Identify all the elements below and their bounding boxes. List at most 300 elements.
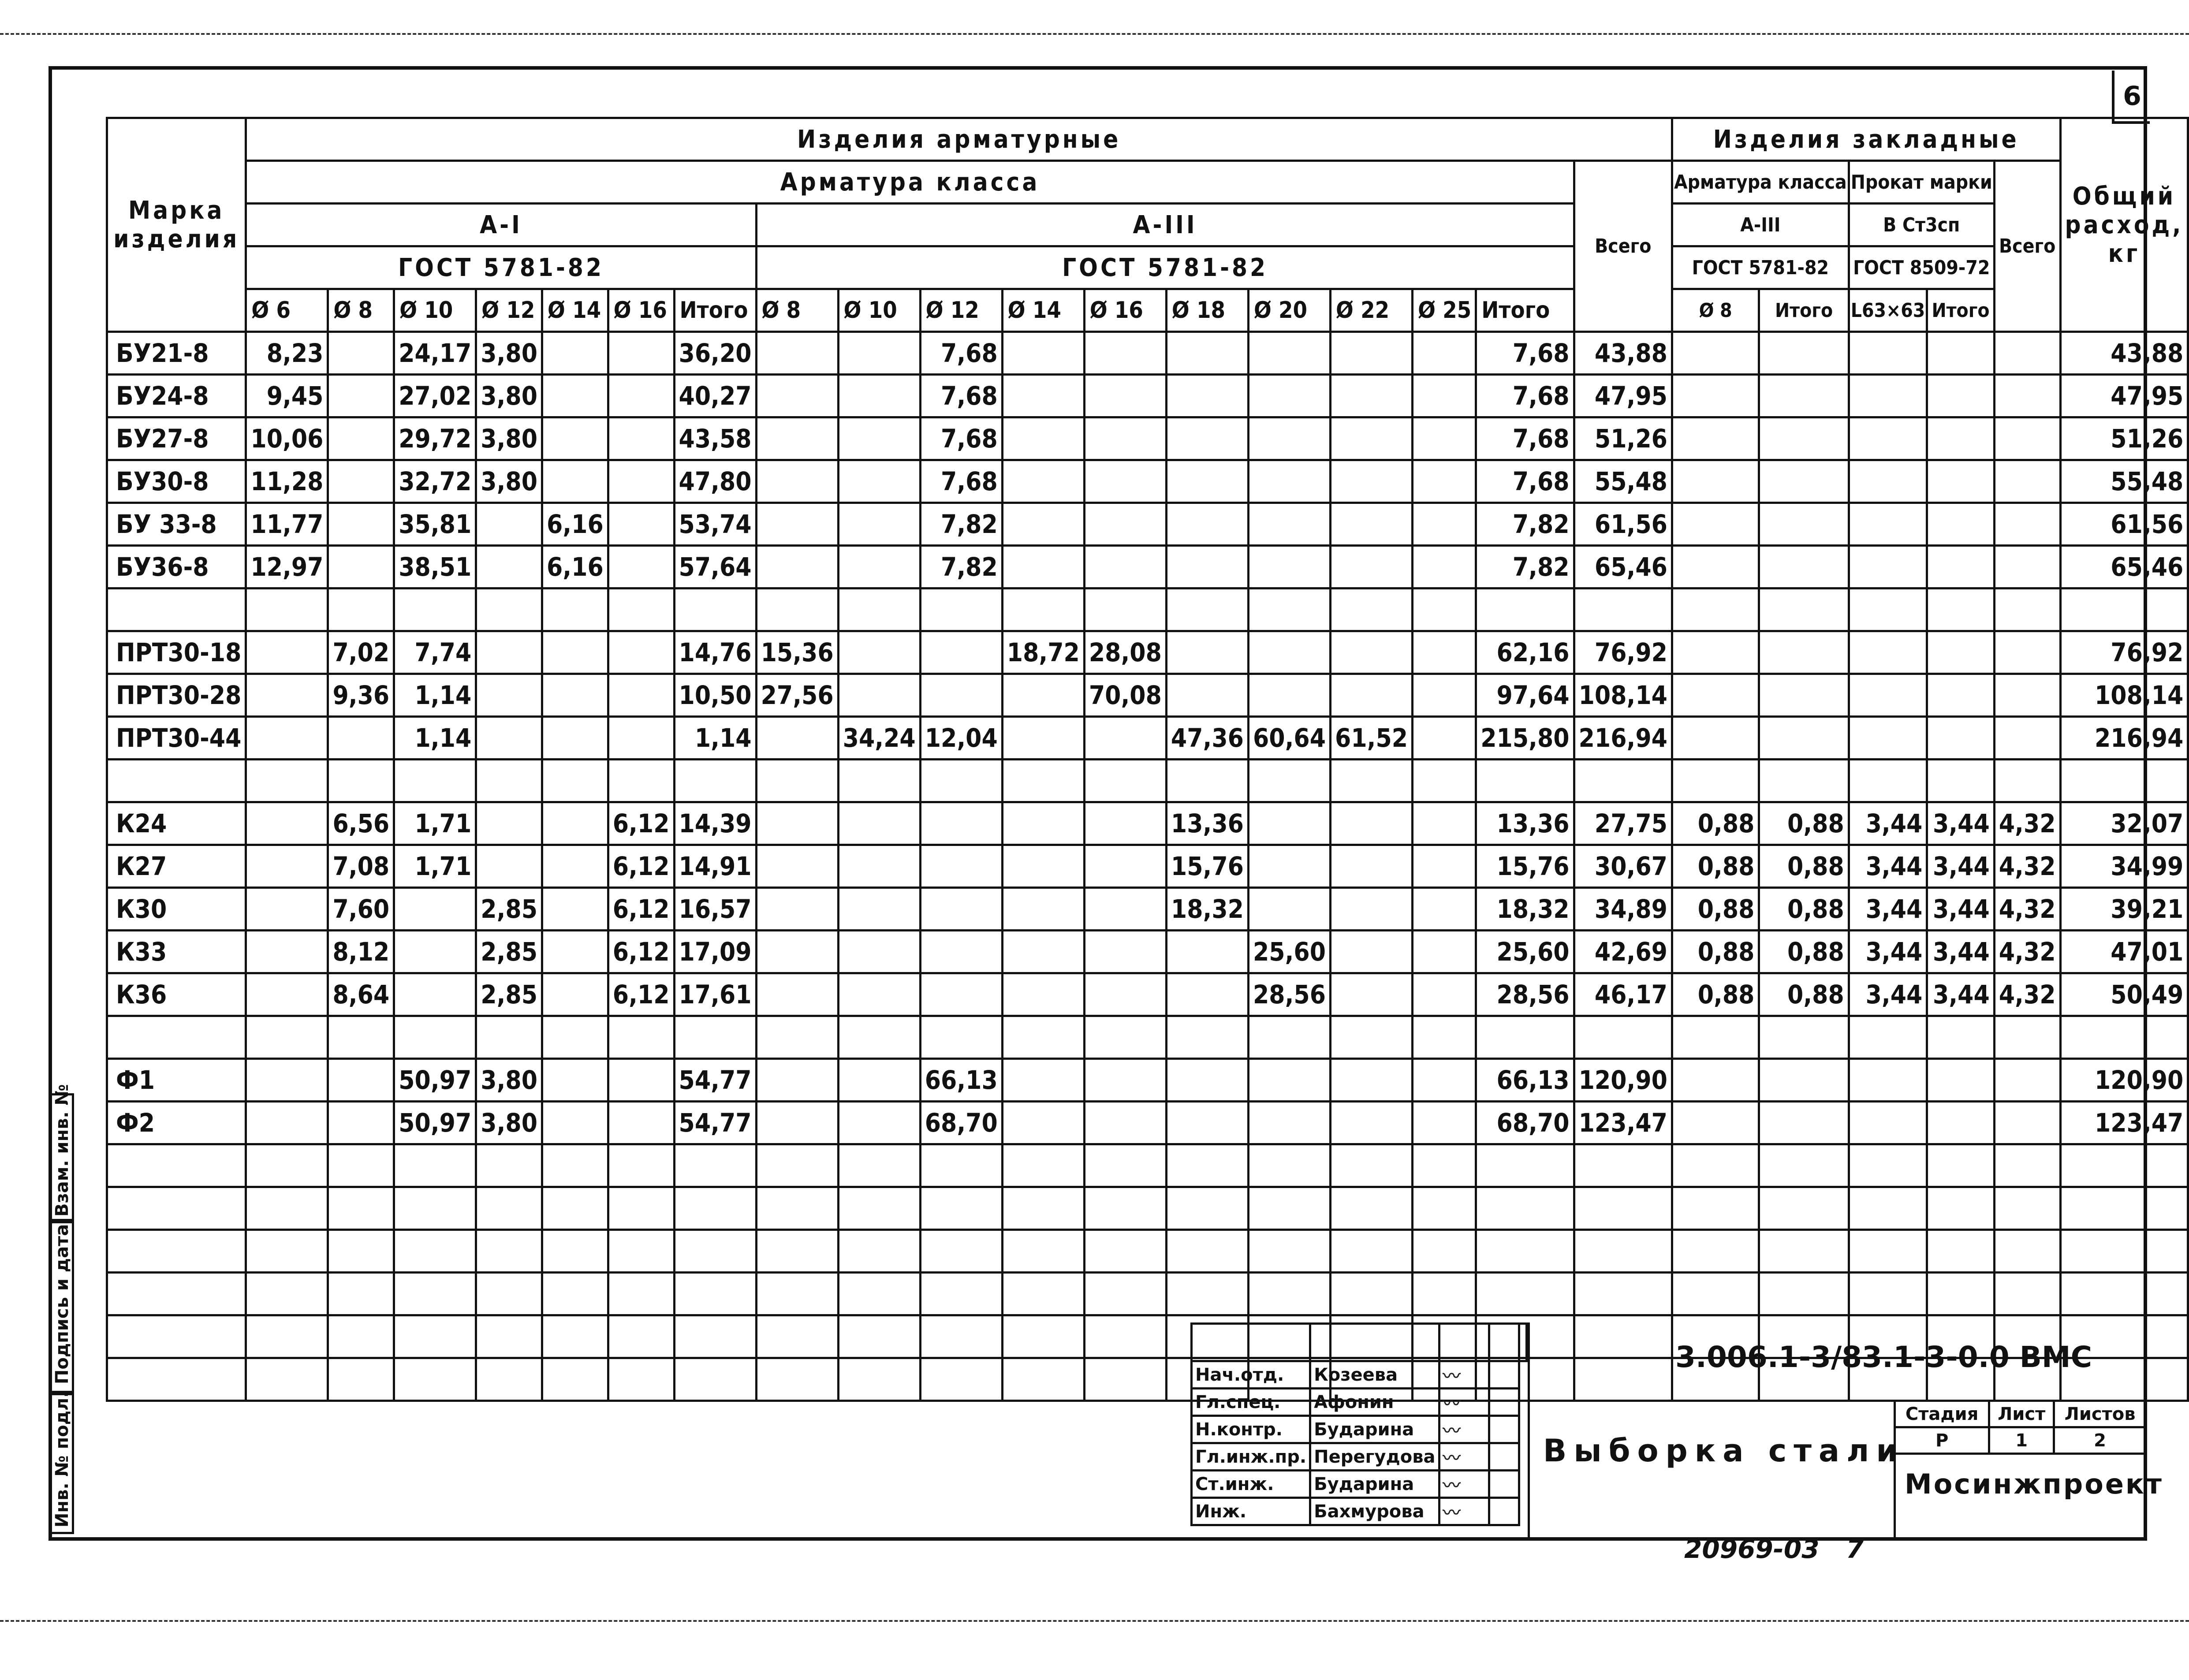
emb-value-cell (1927, 332, 1994, 375)
a3-value-cell (1002, 973, 1084, 1016)
a3-value-cell (920, 631, 1002, 674)
a1-value-cell (542, 1358, 608, 1401)
a1-value-cell (394, 1230, 476, 1273)
a3-value-cell (1248, 1273, 1330, 1315)
a1-value-cell: 7,60 (328, 888, 394, 931)
emb-total-cell (1994, 375, 2060, 417)
emb-total-cell: 4,32 (1994, 845, 2060, 888)
a1-value-cell: 2,85 (476, 973, 542, 1016)
rebar-total-cell (1574, 1016, 1672, 1059)
emb-value-cell (1927, 1016, 1994, 1059)
emb-value-cell (1759, 332, 1849, 375)
a3-value-cell (1413, 460, 1476, 503)
emb-total-cell (1994, 674, 2060, 717)
a1-value-cell (246, 1144, 328, 1187)
a3-value-cell (920, 973, 1002, 1016)
a3-value-cell (1166, 1144, 1248, 1187)
table-row (107, 717, 2188, 760)
table-row (107, 845, 2188, 888)
a1-value-cell (394, 1358, 476, 1401)
signature-cell: 〰 (1439, 1389, 1489, 1416)
mark-cell: БУ 33-8 (107, 503, 246, 546)
stage-label: Стадия (1895, 1401, 1989, 1427)
a3-value-cell: 62,16 (1476, 631, 1574, 674)
a3-value-cell: 25,60 (1476, 931, 1574, 973)
a3-value-cell (1002, 760, 1084, 802)
signature-cell: 〰 (1439, 1471, 1489, 1498)
a1-value-cell: 40,27 (674, 375, 756, 417)
a3-value-cell: 12,04 (920, 717, 1002, 760)
stage-table (1894, 1400, 2147, 1455)
a3-value-cell (838, 1358, 920, 1401)
a3-value-cell: 47,36 (1166, 717, 1248, 760)
a3-value-cell (756, 973, 838, 1016)
a3-value-cell (1248, 802, 1330, 845)
a3-value-cell: 15,76 (1476, 845, 1574, 888)
a3-col-header: Ø 25 (1413, 289, 1476, 332)
top-cut-line (0, 33, 2189, 35)
a1-value-cell (246, 973, 328, 1016)
a3-value-cell (1248, 674, 1330, 717)
a1-value-cell (246, 589, 328, 631)
a1-value-cell (394, 1016, 476, 1059)
a3-value-cell (1084, 546, 1166, 589)
table-row (107, 1144, 2188, 1187)
a3-value-cell (1248, 1102, 1330, 1144)
rebar-total-cell (1574, 589, 1672, 631)
a3-value-cell (1413, 1144, 1476, 1187)
a3-value-cell (1413, 973, 1476, 1016)
a3-value-cell (838, 503, 920, 546)
a1-value-cell (246, 931, 328, 973)
a3-value-cell (1002, 1273, 1084, 1315)
mark-cell (107, 1315, 246, 1358)
mark-cell: ПРТ30-18 (107, 631, 246, 674)
a3-value-cell (756, 802, 838, 845)
a3-value-cell (756, 1230, 838, 1273)
mark-cell (107, 1144, 246, 1187)
page-number: 6 (2123, 80, 2141, 112)
a3-value-cell: 68,70 (920, 1102, 1002, 1144)
a3-value-cell (1084, 1144, 1166, 1187)
a1-value-cell (476, 1230, 542, 1273)
emb-total-cell: 4,32 (1994, 888, 2060, 931)
a3-value-cell (1413, 845, 1476, 888)
a1-value-cell: 3,80 (476, 460, 542, 503)
a1-value-cell: 54,77 (674, 1102, 756, 1144)
a3-value-cell: 68,70 (1476, 1102, 1574, 1144)
emb-value-cell (1927, 631, 1994, 674)
a3-value-cell (1331, 375, 1413, 417)
a1-value-cell (328, 546, 394, 589)
a3-col-header: Ø 14 (1002, 289, 1084, 332)
emb-value-cell: 3,44 (1927, 931, 1994, 973)
role-cell: Нач.отд. (1192, 1361, 1310, 1389)
rebar-total-cell: 61,56 (1574, 503, 1672, 546)
emb-value-cell: 3,44 (1849, 802, 1927, 845)
a1-value-cell (394, 1144, 476, 1187)
overall-cell (2060, 1230, 2188, 1273)
a3-value-cell (838, 375, 920, 417)
signature-cell: 〰 (1439, 1498, 1489, 1525)
mark-cell: К30 (107, 888, 246, 931)
a1-value-cell (542, 1016, 608, 1059)
a1-value-cell (246, 1230, 328, 1273)
a1-value-cell: 6,56 (328, 802, 394, 845)
a3-value-cell: 7,68 (920, 417, 1002, 460)
mark-label-2: изделия (113, 225, 240, 253)
a1-value-cell (542, 1144, 608, 1187)
a3-value-cell (1084, 1358, 1166, 1401)
a3-value-cell (920, 1187, 1002, 1230)
a3-value-cell (838, 631, 920, 674)
rebar-total-cell: 42,69 (1574, 931, 1672, 973)
emb-value-cell (1759, 503, 1849, 546)
rebar-total-cell: 51,26 (1574, 417, 1672, 460)
a3-value-cell (756, 717, 838, 760)
a1-value-cell (476, 802, 542, 845)
mark-cell: БУ30-8 (107, 460, 246, 503)
emb-total-cell (1994, 631, 2060, 674)
a1-value-cell: 27,02 (394, 375, 476, 417)
a3-value-cell (1084, 503, 1166, 546)
a1-value-cell: 24,17 (394, 332, 476, 375)
emb-value-cell (1927, 760, 1994, 802)
a3-value-cell: 28,56 (1476, 973, 1574, 1016)
a3-value-cell: 97,64 (1476, 674, 1574, 717)
emb-value-cell (1849, 1187, 1927, 1230)
a1-value-cell (246, 1358, 328, 1401)
a1-value-cell (542, 1059, 608, 1102)
overall-cell: 55,48 (2060, 460, 2188, 503)
a3-value-cell (1413, 1187, 1476, 1230)
a1-value-cell: 2,85 (476, 931, 542, 973)
a3-value-cell: 27,56 (756, 674, 838, 717)
a1-value-cell: 6,16 (542, 503, 608, 546)
a1-value-cell: 50,97 (394, 1102, 476, 1144)
a3-value-cell (1166, 1273, 1248, 1315)
a1-value-cell (608, 417, 674, 460)
overall-header (2060, 118, 2188, 332)
a3-value-cell (920, 1230, 1002, 1273)
emb-value-cell (1849, 546, 1927, 589)
emb-value-cell: 3,44 (1849, 845, 1927, 888)
emb-value-cell (1849, 1273, 1927, 1315)
emb-total-cell (1994, 1230, 2060, 1273)
a1-value-cell (608, 631, 674, 674)
emb-value-cell (1672, 332, 1759, 375)
emb-value-cell (1672, 589, 1759, 631)
a3-value-cell (1084, 1230, 1166, 1273)
role-cell: Инж. (1192, 1498, 1310, 1525)
document-title: Выборка стали (1543, 1433, 1905, 1469)
emb-value-cell (1672, 1059, 1759, 1102)
a3-value-cell: 61,52 (1331, 717, 1413, 760)
a3-value-cell (1002, 888, 1084, 931)
date-cell (1489, 1443, 1519, 1471)
a3-value-cell (838, 1187, 920, 1230)
a1-value-cell: 12,97 (246, 546, 328, 589)
a3-value-cell (1084, 717, 1166, 760)
a3-value-cell (756, 589, 838, 631)
a1-value-cell (608, 460, 674, 503)
a3-value-cell (920, 888, 1002, 931)
emb-value-cell (1927, 503, 1994, 546)
emb-value-cell (1759, 760, 1849, 802)
a3-value-cell (1476, 760, 1574, 802)
a1-value-cell (608, 332, 674, 375)
a3-value-cell: 28,08 (1084, 631, 1166, 674)
table-row (107, 931, 2188, 973)
a3-value-cell (1331, 1059, 1413, 1102)
a1-value-cell: 8,23 (246, 332, 328, 375)
stamp-blank-cell (1519, 1324, 1527, 1361)
a3-value-cell (838, 589, 920, 631)
a3-value-cell (1084, 973, 1166, 1016)
name-cell: Бахмурова (1310, 1498, 1439, 1525)
name-cell: Бударина (1310, 1416, 1439, 1443)
a1-value-cell: 43,58 (674, 417, 756, 460)
rebar-total-cell (1574, 1273, 1672, 1315)
date-cell (1489, 1361, 1519, 1389)
rebar-total-cell: 123,47 (1574, 1102, 1672, 1144)
a1-value-cell (394, 1315, 476, 1358)
a3-value-cell (756, 931, 838, 973)
a1-value-cell: 10,50 (674, 674, 756, 717)
a3-value-cell (1248, 546, 1330, 589)
a1-value-cell (246, 1059, 328, 1102)
a3-value-cell (838, 1102, 920, 1144)
signature-cell: 〰 (1439, 1416, 1489, 1443)
a3-col-header: Ø 8 (756, 289, 838, 332)
a1-value-cell: 29,72 (394, 417, 476, 460)
emb-rolled-header: Прокат марки (1849, 161, 1994, 204)
emb-value-cell (1849, 503, 1927, 546)
mark-cell: БУ27-8 (107, 417, 246, 460)
a3-value-cell (1331, 589, 1413, 631)
a3-value-cell: 34,24 (838, 717, 920, 760)
a3-value-cell (1002, 417, 1084, 460)
role-cell: Н.контр. (1192, 1416, 1310, 1443)
a1-value-cell (328, 375, 394, 417)
emb-gost2-header: ГОСТ 8509-72 (1849, 246, 1994, 289)
stage-value: Р (1895, 1427, 1989, 1454)
a3-value-cell (1166, 332, 1248, 375)
a1-value-cell (542, 674, 608, 717)
a3-value-cell: 7,68 (1476, 375, 1574, 417)
emb-value-cell (1849, 1016, 1927, 1059)
overall-cell (2060, 1016, 2188, 1059)
emb-rebar-class-header: Арматура класса (1672, 161, 1849, 204)
rebar-total-cell (1574, 760, 1672, 802)
a3-value-cell (1084, 1016, 1166, 1059)
rebar-total-cell: 27,75 (1574, 802, 1672, 845)
a3-value-cell (1413, 1016, 1476, 1059)
a1-value-cell: 6,12 (608, 888, 674, 931)
emb-total-cell (1994, 546, 2060, 589)
emb-value-cell (1849, 631, 1927, 674)
name-cell: Афонин (1310, 1389, 1439, 1416)
a3-value-cell (1331, 973, 1413, 1016)
a3-value-cell (1476, 589, 1574, 631)
a3-value-cell (920, 1016, 1002, 1059)
a3-value-cell (756, 1059, 838, 1102)
a3-value-cell (1084, 845, 1166, 888)
overall-cell: 123,47 (2060, 1102, 2188, 1144)
a3-value-cell (1002, 802, 1084, 845)
emb-value-cell (1759, 631, 1849, 674)
emb-value-cell (1849, 460, 1927, 503)
a3-value-cell (1084, 760, 1166, 802)
emb-total-cell (1994, 1059, 2060, 1102)
a1-value-cell: 1,71 (394, 802, 476, 845)
a1-value-cell (608, 760, 674, 802)
a3-value-cell (920, 802, 1002, 845)
a3-value-cell (1476, 1273, 1574, 1315)
a1-value-cell: 3,80 (476, 417, 542, 460)
a3-value-cell (1476, 1187, 1574, 1230)
a3-value-cell (1331, 931, 1413, 973)
a1-col-header: Ø 16 (608, 289, 674, 332)
emb-total-cell (1994, 1187, 2060, 1230)
a3-value-cell (1331, 760, 1413, 802)
overall-cell: 50,49 (2060, 973, 2188, 1016)
date-cell (1489, 1498, 1519, 1525)
table-row (107, 417, 2188, 460)
emb-value-cell (1759, 1273, 1849, 1315)
table-row (107, 674, 2188, 717)
emb-value-cell (1672, 503, 1759, 546)
a1-value-cell (542, 460, 608, 503)
emb-value-cell (1849, 760, 1927, 802)
a1-value-cell (542, 845, 608, 888)
a1-value-cell (394, 1187, 476, 1230)
emb-value-cell (1849, 717, 1927, 760)
a3-value-cell (756, 1016, 838, 1059)
a3-value-cell (1084, 888, 1166, 931)
a3-value-cell (920, 1315, 1002, 1358)
table-row (107, 631, 2188, 674)
mark-cell (107, 1230, 246, 1273)
a3-value-cell (1331, 1230, 1413, 1273)
mark-cell (107, 1358, 246, 1401)
emb-value-cell (1759, 674, 1849, 717)
emb-value-cell (1672, 674, 1759, 717)
a1-value-cell (328, 1273, 394, 1315)
overall-cell: 76,92 (2060, 631, 2188, 674)
a3-value-cell (1084, 332, 1166, 375)
a3-value-cell (1002, 332, 1084, 375)
a1-value-cell (328, 1016, 394, 1059)
a1-value-cell (674, 1315, 756, 1358)
overall-cell: 65,46 (2060, 546, 2188, 589)
a1-value-cell: 6,12 (608, 973, 674, 1016)
name-cell: Перегудова (1310, 1443, 1439, 1471)
a3-value-cell (1331, 332, 1413, 375)
a3-col-header: Ø 20 (1248, 289, 1330, 332)
a3-value-cell (1084, 460, 1166, 503)
a1-value-cell: 47,80 (674, 460, 756, 503)
a1-value-cell: 7,02 (328, 631, 394, 674)
a1-value-cell (542, 717, 608, 760)
a1-value-cell: 9,45 (246, 375, 328, 417)
a1-col-header: Ø 6 (246, 289, 328, 332)
a1-value-cell (674, 760, 756, 802)
a3-value-cell (1331, 1187, 1413, 1230)
a3-value-cell (1166, 417, 1248, 460)
emb-value-cell: 0,88 (1759, 973, 1849, 1016)
a3-value-cell (1331, 674, 1413, 717)
a1-value-cell (476, 1016, 542, 1059)
a3-value-cell (756, 546, 838, 589)
signatures-table (1190, 1322, 1528, 1526)
emb-value-cell (1672, 546, 1759, 589)
a1-value-cell (542, 888, 608, 931)
table-row (107, 375, 2188, 417)
sheets-label: Листов (2054, 1401, 2146, 1427)
a3-value-cell (756, 1144, 838, 1187)
emb-col-header: Итого (1927, 289, 1994, 332)
emb-value-cell (1672, 417, 1759, 460)
a3-value-cell (1331, 631, 1413, 674)
a1-value-cell (328, 460, 394, 503)
a3-value-cell (1166, 1059, 1248, 1102)
overall-cell (2060, 589, 2188, 631)
a1-value-cell (542, 973, 608, 1016)
a3-value-cell (1002, 1358, 1084, 1401)
a1-value-cell (394, 973, 476, 1016)
a3-value-cell (1248, 332, 1330, 375)
a1-value-cell (674, 1358, 756, 1401)
signature-cell: 〰 (1439, 1361, 1489, 1389)
stamp-divider-v (1528, 1322, 1530, 1541)
table-row (107, 546, 2188, 589)
table-row (107, 1273, 2188, 1315)
a3-value-cell (1084, 1315, 1166, 1358)
emb-value-cell (1849, 332, 1927, 375)
a3-value-cell (1331, 1273, 1413, 1315)
rebar-total-cell: 76,92 (1574, 631, 1672, 674)
emb-value-cell (1927, 717, 1994, 760)
stamp-blank-cell (1310, 1324, 1439, 1361)
rebar-total-cell (1574, 1187, 1672, 1230)
mark-cell (107, 1187, 246, 1230)
a3-value-cell (1166, 631, 1248, 674)
emb-value-cell: 0,88 (1759, 931, 1849, 973)
emb-value-cell (1759, 1016, 1849, 1059)
a1-value-cell: 32,72 (394, 460, 476, 503)
a1-value-cell (246, 760, 328, 802)
a3-value-cell (756, 332, 838, 375)
a3-value-cell (1084, 1102, 1166, 1144)
overall-cell: 34,99 (2060, 845, 2188, 888)
overall-cell: 120,90 (2060, 1059, 2188, 1102)
emb-value-cell (1759, 589, 1849, 631)
footer-archive-number: 20969-03 (1684, 1534, 1820, 1564)
a3-value-cell (1248, 417, 1330, 460)
a1-value-cell (674, 1187, 756, 1230)
a1-value-cell (674, 1016, 756, 1059)
a3-value-cell (1166, 375, 1248, 417)
a3-value-cell (1413, 332, 1476, 375)
a3-value-cell: 13,36 (1476, 802, 1574, 845)
a1-value-cell (608, 503, 674, 546)
a1-col-header: Ø 8 (328, 289, 394, 332)
emb-value-cell (1927, 589, 1994, 631)
emb-value-cell (1849, 1144, 1927, 1187)
emb-steel-header: В Ст3сп (1849, 204, 1994, 246)
a1-value-cell (328, 332, 394, 375)
